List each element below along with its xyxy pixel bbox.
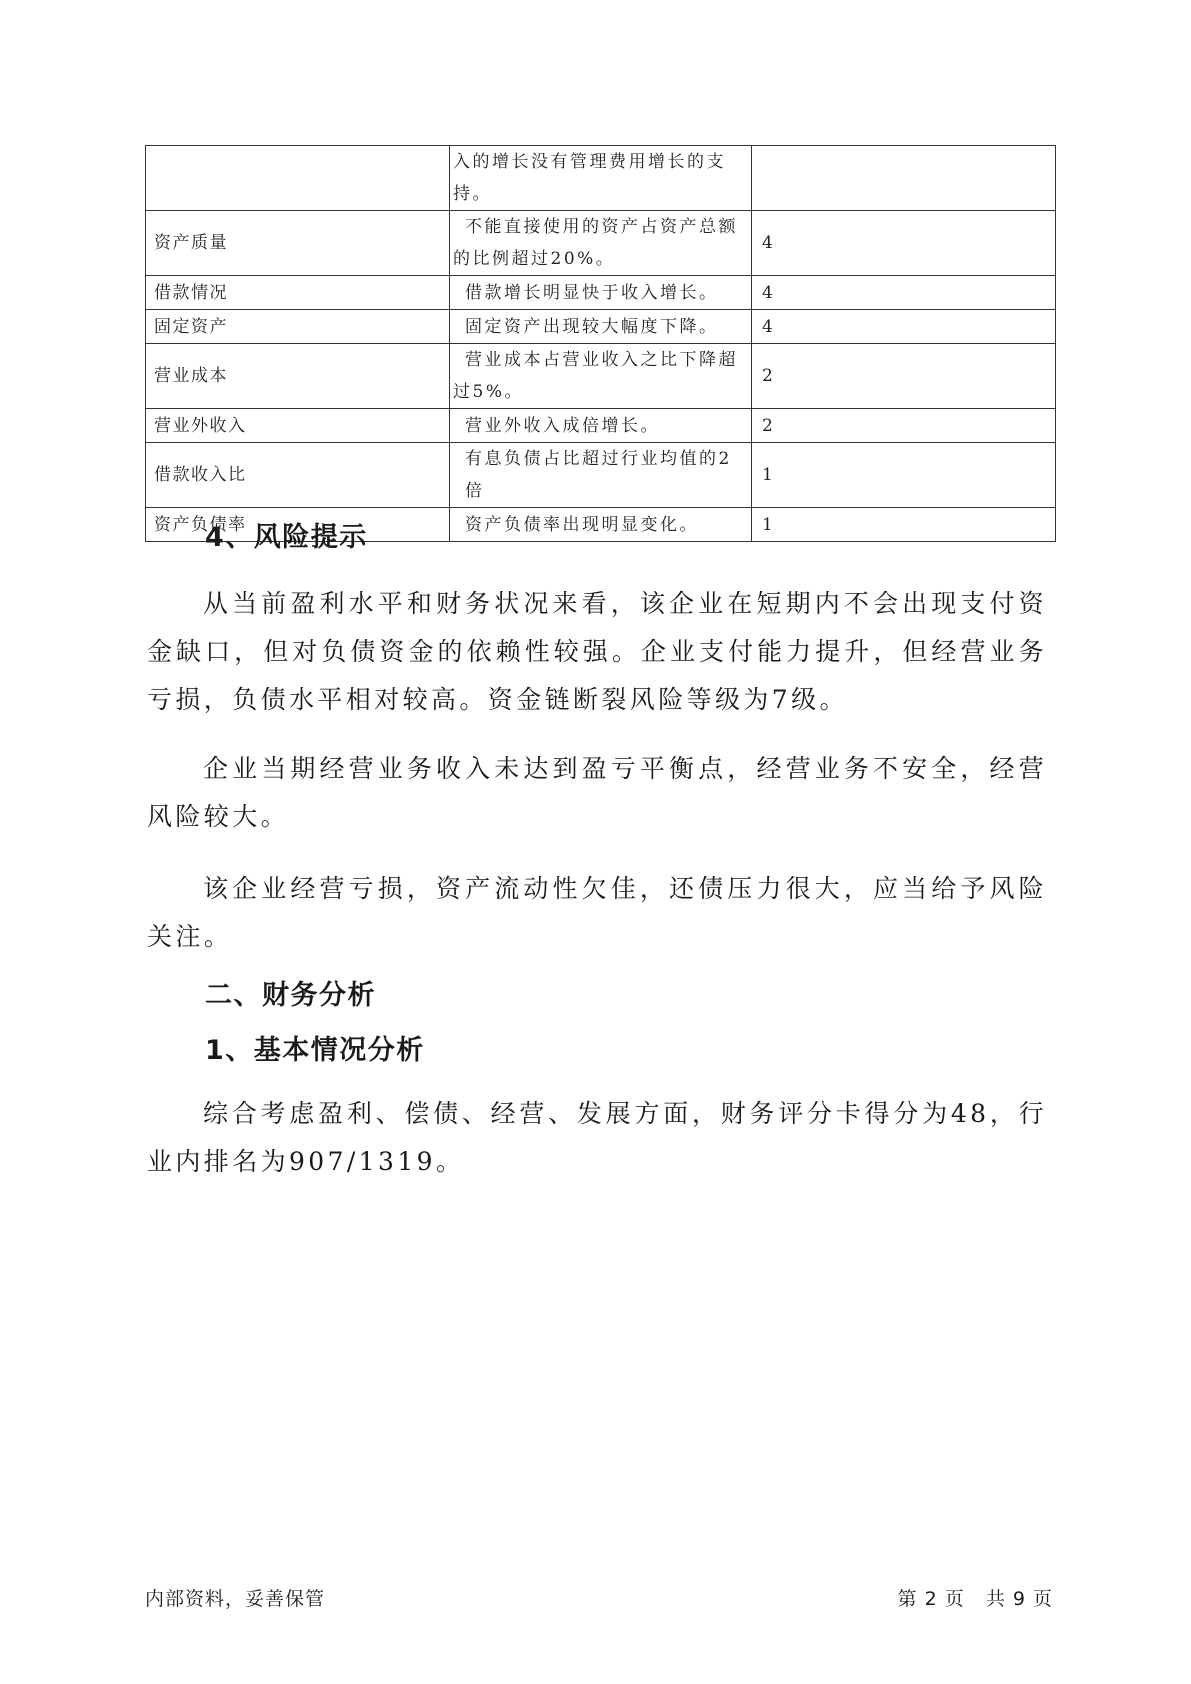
condition-line: 借款增长明显快于收入增长。 <box>465 282 719 303</box>
indicator-cell: 资产负债率 <box>146 508 450 542</box>
indicator-cell: 借款情况 <box>146 276 450 310</box>
indicator-cell: 固定资产 <box>146 310 450 344</box>
condition-cell <box>450 211 752 276</box>
finance-heading: 二、财务分析 <box>205 980 376 1011</box>
condition-line: 过5%。 <box>453 382 524 402</box>
condition-line: 资产负债率出现明显变化。 <box>465 514 699 535</box>
score-cell: 1 <box>752 443 1056 508</box>
table-body <box>146 146 1056 542</box>
table-row <box>146 443 1056 508</box>
condition-line: 的比例超过20%。 <box>453 249 616 269</box>
condition-line: 不能直接使用的资产占资产总额 <box>465 217 738 237</box>
indicator-cell: 营业成本 <box>146 344 450 409</box>
basic-analysis-paragraph: 综合考虑盈利、偿债、经营、发展方面，财务评分卡得分为48，行业内排名为907/1319。 <box>147 1099 1047 1176</box>
basic-analysis-heading: 1、基本情况分析 <box>205 1035 425 1066</box>
table-row <box>146 211 1056 276</box>
condition-cell <box>450 508 752 542</box>
score-cell: 1 <box>752 508 1056 542</box>
condition-cell <box>450 146 752 211</box>
condition-line: 持。 <box>453 184 492 204</box>
condition-line: 营业外收入成倍增长。 <box>465 415 660 436</box>
footer-page-number: 第 2 页 共 9 页 <box>897 1588 1053 1610</box>
risk-indicator-table <box>145 145 1056 542</box>
indicator-cell: 营业外收入 <box>146 409 450 443</box>
risk-heading: 4、风险提示 <box>205 522 368 553</box>
score-cell <box>752 146 1056 211</box>
condition-line: 固定资产出现较大幅度下降。 <box>465 316 719 337</box>
table-row <box>146 146 1056 211</box>
table-row <box>146 344 1056 409</box>
score-cell: 2 <box>752 344 1056 409</box>
indicator-table-wrap <box>145 145 1055 542</box>
condition-cell <box>450 443 752 508</box>
table-row <box>146 276 1056 310</box>
score-cell: 2 <box>752 409 1056 443</box>
score-cell: 4 <box>752 276 1056 310</box>
risk-paragraph-1: 从当前盈利水平和财务状况来看，该企业在短期内不会出现支付资金缺口，但对负债资金的依赖性较强。企业支付能力提升，但经营业务亏损，负债水平相对较高。资金链断裂风险等级为7级。 <box>147 589 1047 714</box>
score-cell: 4 <box>752 310 1056 344</box>
condition-line: 营业成本占营业收入之比下降超 <box>465 350 738 370</box>
condition-cell <box>450 310 752 344</box>
table-row <box>146 409 1056 443</box>
score-cell: 4 <box>752 211 1056 276</box>
condition-cell <box>450 409 752 443</box>
indicator-cell: 借款收入比 <box>146 443 450 508</box>
risk-paragraph-2: 企业当期经营业务收入未达到盈亏平衡点，经营业务不安全，经营风险较大。 <box>147 754 1047 831</box>
table-row <box>146 310 1056 344</box>
indicator-cell <box>146 146 450 211</box>
condition-cell <box>450 344 752 409</box>
condition-line: 有息负债占比超过行业均值的2倍 <box>465 449 732 501</box>
condition-cell <box>450 276 752 310</box>
risk-paragraph-3: 该企业经营亏损，资产流动性欠佳，还债压力很大，应当给予风险关注。 <box>147 874 1047 951</box>
footer-confidential-note: 内部资料，妥善保管 <box>145 1588 326 1610</box>
condition-line: 入的增长没有管理费用增长的支 <box>453 152 726 172</box>
indicator-cell: 资产质量 <box>146 211 450 276</box>
